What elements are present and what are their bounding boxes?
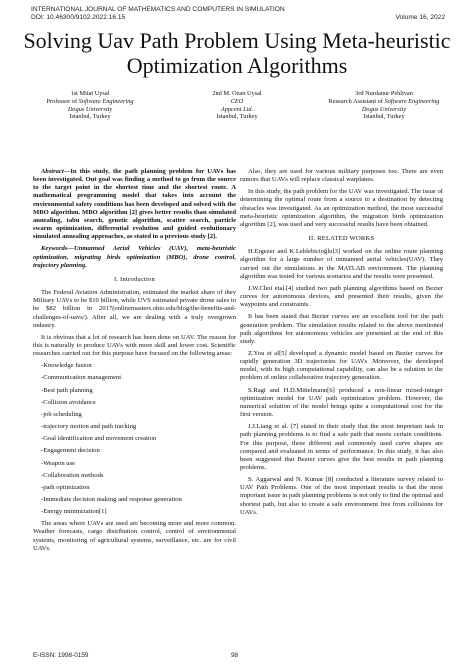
related-work-paragraph: S.Ragi and H.D.Mittelmann[6] produced a non-linear mixed-integer optimization model for UAV path optimization problem. However, the numerical solution of the model brings quite a computational cost for the first version. bbox=[240, 386, 443, 419]
related-work-paragraph: It has been stated that Bezier curves are an excellent tool for the path generation problem. The simulation results related to the above mentioned path algorithms for autonomous vehicles are presented at the end of this study. bbox=[240, 313, 443, 345]
author-3 bbox=[314, 90, 454, 121]
list-item: -Knowledge fusion bbox=[41, 362, 92, 370]
journal-name: INTERNATIONAL JOURNAL OF MATHEMATICS AND COMPUTERS IN SIMULATION bbox=[31, 6, 285, 13]
author-2 bbox=[167, 90, 307, 121]
author-role: CEO bbox=[230, 97, 244, 105]
related-work-paragraph: H.Ergezer and K.Leblebicioğlu[3] worked on the online route planning algorithm for a large number of unmanned aerial vehicles(UAV). They carried out the simulations in the MATLAB environment. The planning algorithm was tested for various scenarios and the results were presented. bbox=[240, 248, 443, 280]
author-org: Dogus University bbox=[67, 105, 113, 113]
list-item: -Collision avoidance bbox=[41, 398, 96, 406]
intro-paragraph-1: The Federal Aviation Administration, estimated the market share of thev Military UAVs to be $10 billion, while UVS estimated private drone sales to be $82 billion in 2017(onlinemasters.ohio.edu/blog/the-benefits-and-challenges-of-uavs/). After all, we are dealing with a truly overgrown industry. bbox=[33, 289, 236, 329]
list-item: -trajectory motion and path tracking bbox=[41, 423, 137, 431]
intro-paragraph-2: It is obvious that a lot of research has been done on UAV. The reason for this is naturally to produce UAVs with more skill and lower cost. Scientific researches carried out for this purpose have focused on the following areas: bbox=[33, 333, 236, 358]
abstract: Abstract—In this study, the path planning problem for UAVs has been investigated. Out goal was finding a method to go from the source to the target point in the shortest time and the shortest route. A mathematical programming model that takes into account the environmental safety conditions has been developed and solved with the MBO algorithm. MBO algorithm [2] gives better results than simulated annealing, tabu search, genetic algorithm, scatter search, particle swarm optimization, differential evolution and guided evolutionary simulated annealing approaches, as stated in a previous study [2]. bbox=[33, 168, 236, 241]
author-place: Istanbul, Turkey bbox=[216, 113, 258, 121]
author-name: 3rd Nurdanur Pehlivan bbox=[355, 90, 413, 97]
left-column bbox=[33, 168, 236, 557]
list-item: -Immediate decision making and response generation bbox=[41, 496, 182, 503]
author-role: Research Assistant of Software Engineering bbox=[328, 97, 440, 105]
journal-header bbox=[31, 6, 445, 22]
section-heading-introduction: I. Introduction bbox=[113, 275, 156, 283]
intro-paragraph-5: In this study, the path problem for the UAV was investigated. The issue of determining the optimal route from a source to a destination by detecting obstacles was investigated. As an optimization method, the most successful meta-heuristic optimization algorithm, the migration birds optimization algorithm [2], was used and very successful results have been obtained. bbox=[240, 188, 443, 228]
author-role: Professor of Software Engineering bbox=[46, 97, 134, 105]
author-org: Appcent Ltd. bbox=[220, 105, 254, 113]
author-org: Dogus University bbox=[361, 105, 407, 113]
list-item: -Goal identification and movement creation bbox=[41, 435, 157, 443]
list-item: -Engagement decision bbox=[41, 447, 100, 455]
author-name: 2nd M. Ozan Uysal bbox=[212, 90, 262, 97]
journal-volume: Volume 16, 2022 bbox=[395, 14, 445, 21]
intro-paragraph-3: The areas where UAVs are used are becoming more and more common. Weather forecasts, cargo distribution control, control of environmental systems, monitoring of agricultural systems, surveillance, etc. are for civil UAVs. bbox=[33, 520, 236, 552]
section-heading-related-works: II. RELATED WORKS bbox=[308, 235, 375, 243]
list-item: -Collaboration methods bbox=[41, 471, 104, 479]
page-number: 98 bbox=[231, 652, 239, 659]
author-place: Istanbul, Turkey bbox=[363, 113, 405, 121]
paper-title bbox=[20, 28, 454, 78]
intro-paragraph-4: Also, they are used for various military purposes too. There are even rumors that UAVs will replace classical warplanes. bbox=[240, 168, 443, 184]
list-item: -Communication management bbox=[41, 374, 122, 382]
list-item: -Weapon use bbox=[41, 459, 76, 467]
author-block bbox=[20, 90, 454, 130]
related-work-paragraph: Z.You et al[5] developed a dynamic model based on Bezier curves for rapidly generation 3D trajectories for UAVs .Moreover, the developed model, with its high computational capability, can also be a solution to the problem of online collaborative trajectory generation. bbox=[240, 349, 443, 382]
author-1 bbox=[20, 90, 160, 121]
author-place: Istanbul, Turkey bbox=[69, 113, 111, 121]
list-item: -Energy minimization[1] bbox=[41, 508, 107, 516]
right-column bbox=[240, 168, 443, 521]
page-footer bbox=[33, 652, 443, 659]
related-work-paragraph: S. Aggarwal and N. Kumar [8] conducted a literature survey related to UAV Path Problems. One of the most important results is that the most important issue in path planning problems is not only to find the optimal and shortest path, but also to create a safe environment free from collisions for UAVs. bbox=[240, 476, 443, 516]
related-work-paragraph: J.W.Choi etal.[4] studied two path planning algorithms based on Bezier curves for autonomous devices, and presented their results, given the waypoints and constraints. bbox=[240, 284, 443, 309]
related-work-paragraph: J.J.Liang et al. [7] stated in their study that the most important task in path planning problems is to find a safe path that meets certain conditions. For this purpose, three different and commonly used curve shapes are compared and evaluated in terms of performance. In this study, it has also been suggested that Bezier curves give the best results in path planning problems. bbox=[240, 423, 443, 471]
keywords: Keywords—Unmanned Aerial Vehicles (UAV), meta-heuristic optimization, migrating birds optimization (MBO), drone control, trajectory planning. bbox=[33, 245, 236, 269]
author-name: 1st Mitat Uysal bbox=[70, 90, 110, 97]
list-item: -path optimization bbox=[41, 483, 90, 491]
list-item: -job scheduling bbox=[41, 410, 82, 418]
journal-doi: DOI: 10.46300/9102.2022.16.15 bbox=[31, 14, 126, 21]
title-line-2: Optimization Algorithms bbox=[126, 53, 348, 78]
list-item: -Best path planning bbox=[41, 386, 93, 394]
title-line-1: Solving Uav Path Problem Using Meta-heuristic bbox=[23, 28, 451, 53]
footer-issn: E-ISSN: 1998-0159 bbox=[33, 652, 89, 659]
